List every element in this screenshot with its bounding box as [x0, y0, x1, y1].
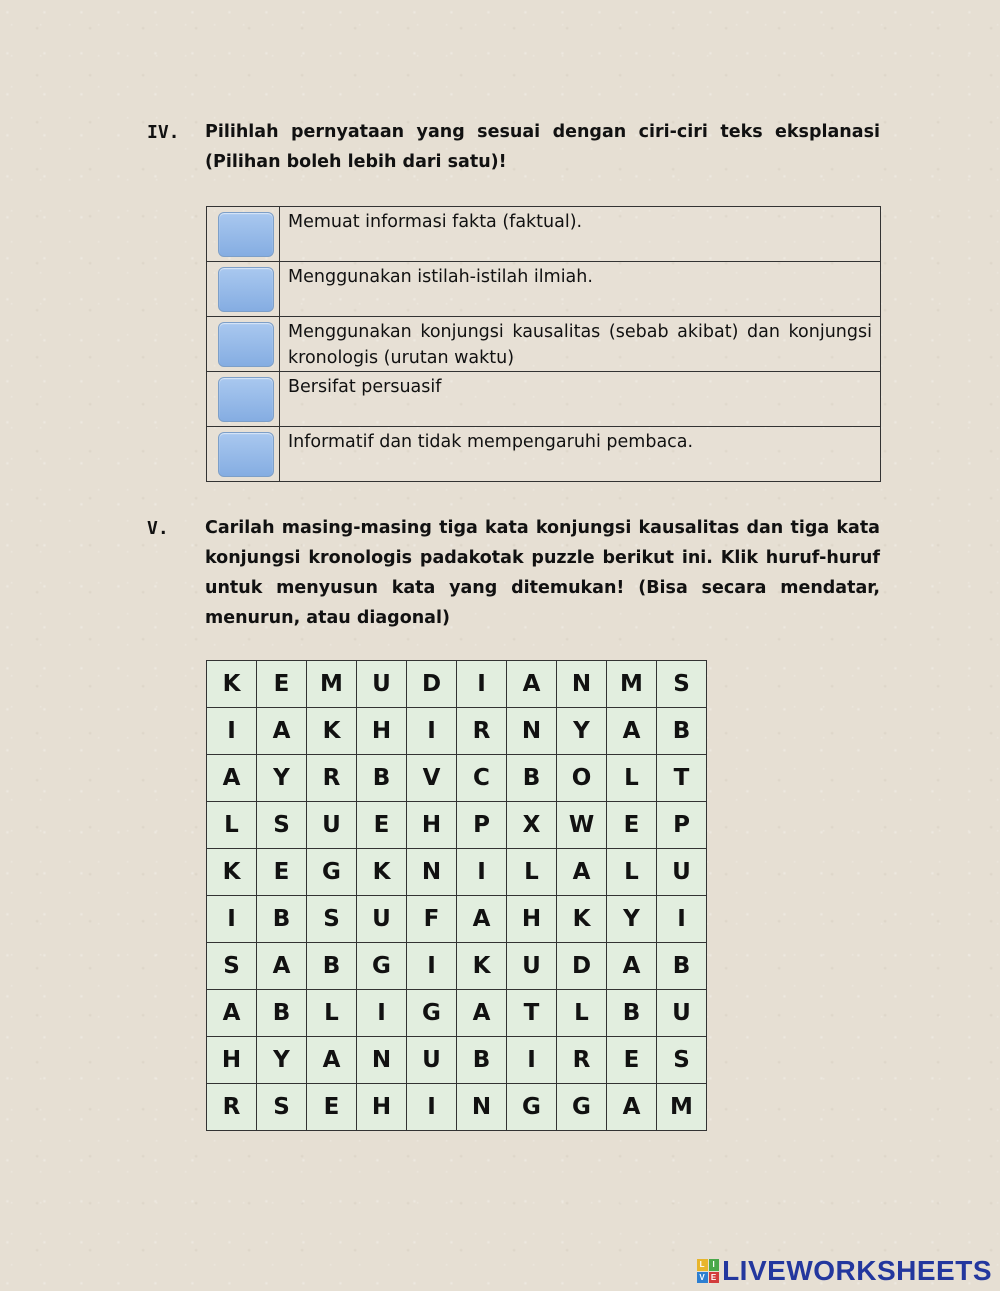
grid-letter-cell[interactable]: A — [257, 943, 307, 990]
grid-letter-cell[interactable]: G — [507, 1084, 557, 1131]
grid-letter-cell[interactable]: O — [557, 755, 607, 802]
grid-letter-cell[interactable]: U — [357, 661, 407, 708]
grid-letter-cell[interactable]: A — [207, 755, 257, 802]
grid-letter-cell[interactable]: U — [657, 990, 707, 1037]
grid-row — [207, 755, 707, 802]
grid-letter-cell[interactable]: A — [607, 1084, 657, 1131]
grid-letter-cell[interactable]: R — [457, 708, 507, 755]
option-checkbox-cell — [207, 372, 280, 427]
grid-row — [207, 802, 707, 849]
liveworksheets-logo[interactable] — [697, 1255, 992, 1287]
grid-letter-cell[interactable]: U — [507, 943, 557, 990]
grid-letter-cell[interactable]: K — [207, 661, 257, 708]
grid-letter-cell[interactable]: E — [357, 802, 407, 849]
grid-letter-cell[interactable]: A — [207, 990, 257, 1037]
grid-letter-cell[interactable]: B — [607, 990, 657, 1037]
grid-letter-cell[interactable]: H — [207, 1037, 257, 1084]
grid-row — [207, 943, 707, 990]
grid-letter-cell[interactable]: A — [607, 708, 657, 755]
grid-letter-cell[interactable]: L — [307, 990, 357, 1037]
section-v-number: V. — [147, 518, 169, 539]
option-row — [207, 207, 881, 262]
grid-row — [207, 849, 707, 896]
grid-letter-cell[interactable]: G — [407, 990, 457, 1037]
grid-row — [207, 661, 707, 708]
grid-row — [207, 896, 707, 943]
grid-letter-cell[interactable]: B — [257, 990, 307, 1037]
section-iv-number: IV. — [147, 122, 180, 143]
grid-letter-cell[interactable]: M — [307, 661, 357, 708]
option-row — [207, 372, 881, 427]
grid-letter-cell[interactable]: B — [357, 755, 407, 802]
grid-letter-cell[interactable]: N — [457, 1084, 507, 1131]
grid-letter-cell[interactable]: I — [207, 708, 257, 755]
grid-letter-cell[interactable]: L — [607, 849, 657, 896]
grid-letter-cell[interactable]: H — [407, 802, 457, 849]
grid-letter-cell[interactable]: E — [307, 1084, 357, 1131]
options-table — [206, 206, 881, 482]
grid-letter-cell[interactable]: Y — [257, 1037, 307, 1084]
grid-letter-cell[interactable]: K — [207, 849, 257, 896]
option-text: Menggunakan istilah-istilah ilmiah. — [280, 262, 881, 317]
option-checkbox-cell — [207, 207, 280, 262]
logo-letter: I — [709, 1259, 720, 1271]
grid-letter-cell[interactable]: G — [357, 943, 407, 990]
grid-letter-cell[interactable]: M — [657, 1084, 707, 1131]
grid-letter-cell[interactable]: A — [457, 896, 507, 943]
section-iv-instruction: Pilihlah pernyataan yang sesuai dengan ciri-ciri teks eksplanasi (Pilihan boleh lebih dari satu)! — [205, 122, 880, 172]
grid-letter-cell[interactable]: I — [407, 943, 457, 990]
grid-letter-cell[interactable]: H — [357, 1084, 407, 1131]
option-checkbox-cell — [207, 427, 280, 482]
grid-letter-cell[interactable]: A — [557, 849, 607, 896]
grid-letter-cell[interactable]: A — [457, 990, 507, 1037]
grid-letter-cell[interactable]: H — [357, 708, 407, 755]
grid-letter-cell[interactable]: H — [507, 896, 557, 943]
liveworksheets-logo-icon — [697, 1259, 719, 1283]
grid-letter-cell[interactable]: I — [407, 708, 457, 755]
option-text: Menggunakan konjungsi kausalitas (sebab akibat) dan konjungsi kronologis (urutan waktu) — [280, 317, 881, 372]
grid-letter-cell[interactable]: E — [257, 661, 307, 708]
grid-letter-cell[interactable]: E — [607, 1037, 657, 1084]
grid-letter-cell[interactable]: A — [307, 1037, 357, 1084]
grid-letter-cell[interactable]: L — [207, 802, 257, 849]
option-checkbox-cell — [207, 317, 280, 372]
grid-letter-cell[interactable]: I — [457, 661, 507, 708]
grid-letter-cell[interactable]: R — [307, 755, 357, 802]
grid-letter-cell[interactable]: B — [507, 755, 557, 802]
grid-row — [207, 708, 707, 755]
option-checkbox-cell — [207, 262, 280, 317]
grid-letter-cell[interactable]: Y — [607, 896, 657, 943]
grid-letter-cell[interactable]: B — [307, 943, 357, 990]
option-checkbox[interactable] — [218, 212, 274, 257]
grid-letter-cell[interactable]: I — [507, 1037, 557, 1084]
grid-row — [207, 1037, 707, 1084]
grid-letter-cell[interactable]: P — [657, 802, 707, 849]
grid-letter-cell[interactable]: N — [407, 849, 457, 896]
grid-letter-cell[interactable]: I — [457, 849, 507, 896]
grid-letter-cell[interactable]: S — [307, 896, 357, 943]
grid-letter-cell[interactable]: A — [607, 943, 657, 990]
grid-letter-cell[interactable]: S — [257, 1084, 307, 1131]
grid-letter-cell[interactable]: W — [557, 802, 607, 849]
grid-letter-cell[interactable]: U — [407, 1037, 457, 1084]
option-checkbox[interactable] — [218, 377, 274, 422]
grid-letter-cell[interactable]: G — [557, 1084, 607, 1131]
grid-letter-cell[interactable]: K — [357, 849, 407, 896]
word-search-grid — [206, 660, 707, 1131]
logo-letter: L — [697, 1259, 708, 1271]
grid-letter-cell[interactable]: L — [507, 849, 557, 896]
option-checkbox[interactable] — [218, 322, 274, 367]
grid-letter-cell[interactable]: V — [407, 755, 457, 802]
option-checkbox[interactable] — [218, 432, 274, 477]
grid-letter-cell[interactable]: L — [607, 755, 657, 802]
grid-letter-cell[interactable]: G — [307, 849, 357, 896]
option-text: Memuat informasi fakta (faktual). — [280, 207, 881, 262]
option-text: Bersifat persuasif — [280, 372, 881, 427]
grid-letter-cell[interactable]: Y — [257, 755, 307, 802]
grid-letter-cell[interactable]: U — [307, 802, 357, 849]
grid-letter-cell[interactable]: C — [457, 755, 507, 802]
grid-letter-cell[interactable]: K — [307, 708, 357, 755]
grid-letter-cell[interactable]: E — [257, 849, 307, 896]
grid-letter-cell[interactable]: E — [607, 802, 657, 849]
option-row — [207, 317, 881, 372]
grid-letter-cell[interactable]: S — [657, 661, 707, 708]
grid-letter-cell[interactable]: F — [407, 896, 457, 943]
grid-letter-cell[interactable]: T — [507, 990, 557, 1037]
section-v-instruction: Carilah masing-masing tiga kata konjungsi kausalitas dan tiga kata konjungsi kronologis padakotak puzzle berikut ini. Klik huruf-huruf untuk menyusun kata yang ditemukan! (Bisa secara mendatar, menurun, atau diagonal) — [205, 518, 880, 628]
grid-letter-cell[interactable]: S — [207, 943, 257, 990]
grid-letter-cell[interactable]: L — [557, 990, 607, 1037]
grid-letter-cell[interactable]: I — [357, 990, 407, 1037]
grid-letter-cell[interactable]: Y — [557, 708, 607, 755]
grid-letter-cell[interactable]: N — [357, 1037, 407, 1084]
grid-letter-cell[interactable]: I — [657, 896, 707, 943]
option-text: Informatif dan tidak mempengaruhi pembaca. — [280, 427, 881, 482]
grid-letter-cell[interactable]: T — [657, 755, 707, 802]
grid-row — [207, 1084, 707, 1131]
grid-letter-cell[interactable]: B — [657, 708, 707, 755]
grid-letter-cell[interactable]: M — [607, 661, 657, 708]
grid-row — [207, 990, 707, 1037]
grid-letter-cell[interactable]: B — [657, 943, 707, 990]
grid-letter-cell[interactable]: S — [257, 802, 307, 849]
grid-letter-cell[interactable]: I — [407, 1084, 457, 1131]
grid-letter-cell[interactable]: S — [657, 1037, 707, 1084]
grid-letter-cell[interactable]: R — [207, 1084, 257, 1131]
grid-letter-cell[interactable]: I — [207, 896, 257, 943]
grid-letter-cell[interactable]: D — [557, 943, 607, 990]
logo-letter: V — [697, 1272, 708, 1284]
grid-letter-cell[interactable]: K — [557, 896, 607, 943]
grid-letter-cell[interactable]: R — [557, 1037, 607, 1084]
grid-letter-cell[interactable]: P — [457, 802, 507, 849]
option-checkbox[interactable] — [218, 267, 274, 312]
grid-letter-cell[interactable]: A — [257, 708, 307, 755]
grid-letter-cell[interactable]: B — [457, 1037, 507, 1084]
option-row — [207, 427, 881, 482]
grid-letter-cell[interactable]: D — [407, 661, 457, 708]
grid-letter-cell[interactable]: X — [507, 802, 557, 849]
grid-letter-cell[interactable]: K — [457, 943, 507, 990]
grid-letter-cell[interactable]: B — [257, 896, 307, 943]
grid-letter-cell[interactable]: N — [557, 661, 607, 708]
grid-letter-cell[interactable]: A — [507, 661, 557, 708]
option-row — [207, 262, 881, 317]
grid-letter-cell[interactable]: N — [507, 708, 557, 755]
grid-letter-cell[interactable]: U — [357, 896, 407, 943]
grid-letter-cell[interactable]: U — [657, 849, 707, 896]
brand-text: LIVEWORKSHEETS — [722, 1255, 992, 1286]
logo-letter: E — [709, 1272, 720, 1284]
